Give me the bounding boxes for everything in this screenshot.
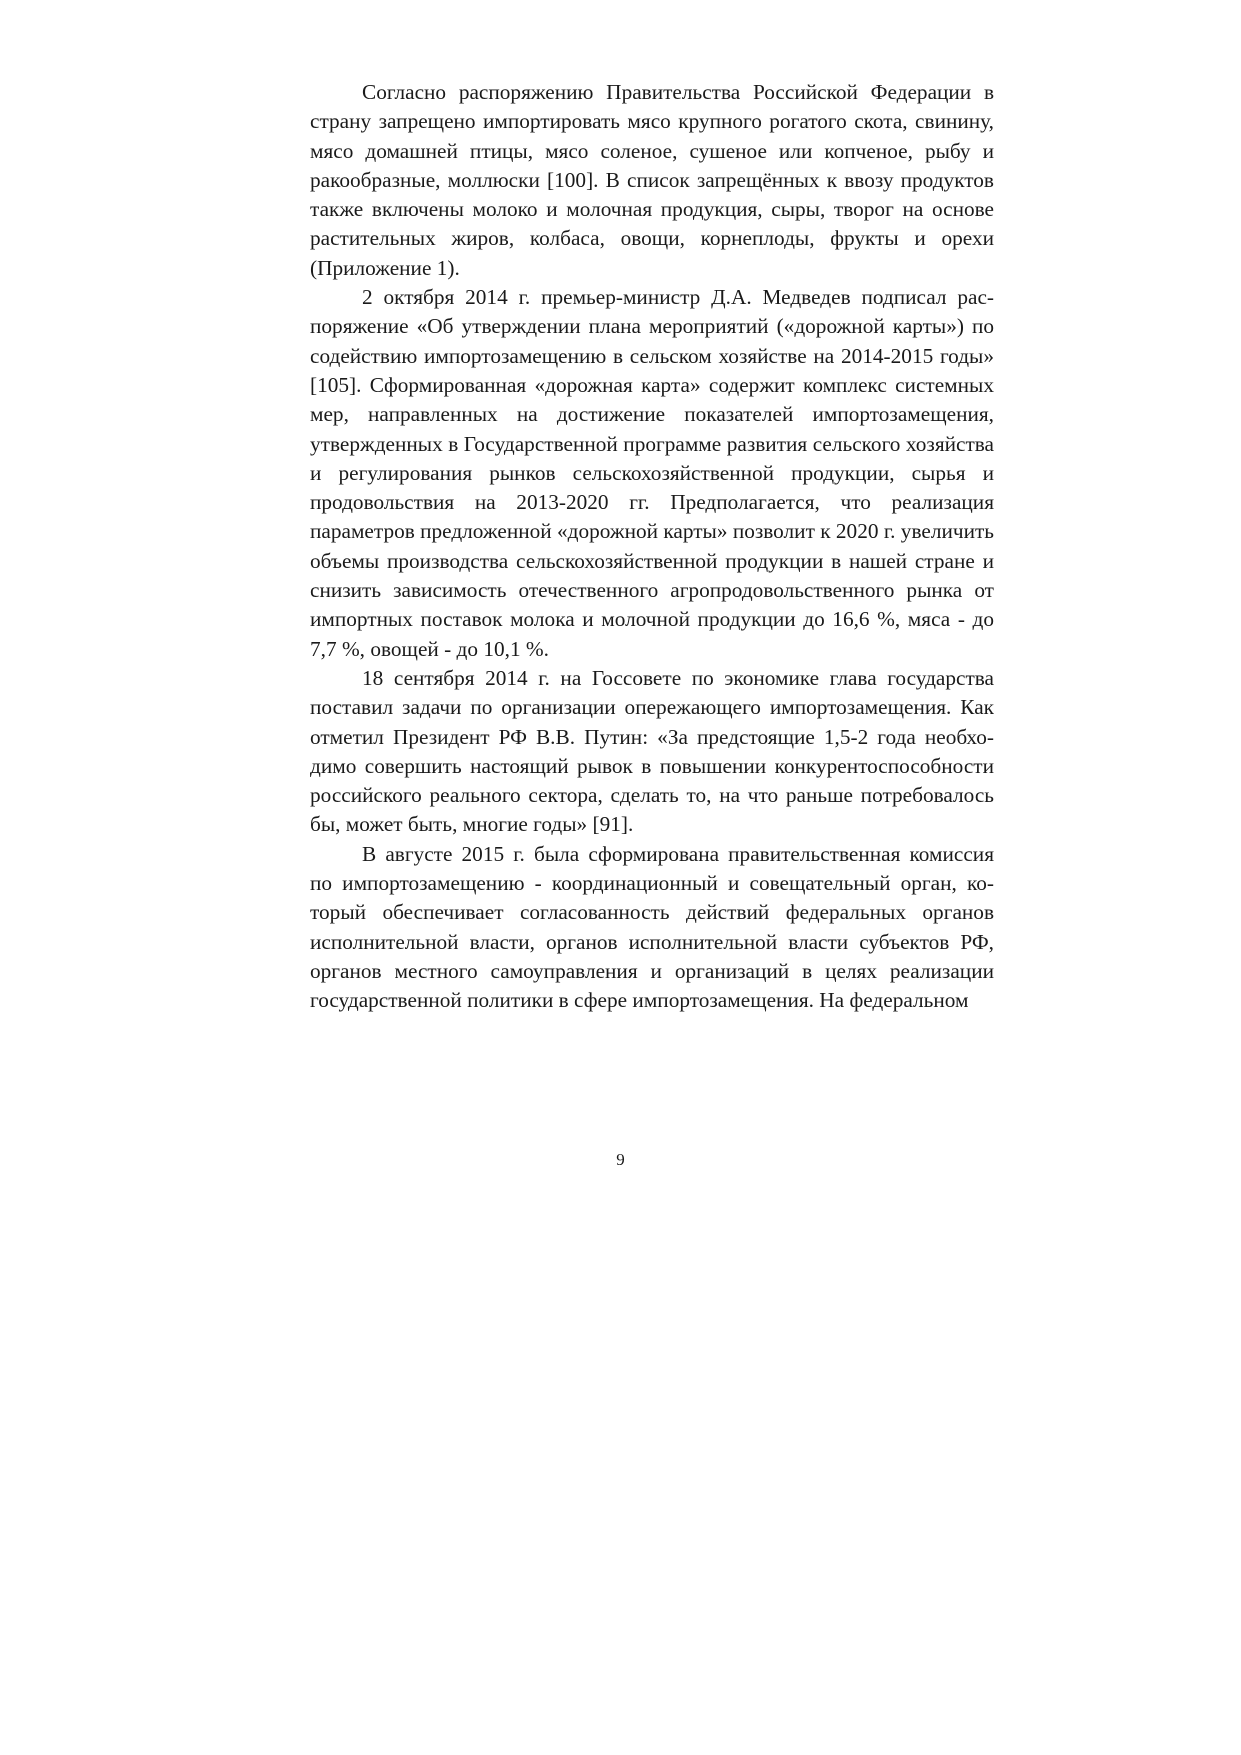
paragraph-government-commission: В августе 2015 г. была сформирована правительственная комиссия по импортозамещению - координационный и совещательный орган, который обеспечивает согласованность действий федеральных органов исполнительной власти, органов исполнительной власти субъектов РФ, органов местного самоуправления и организаций в целях реализации государственной политики в сфере импортозамещения. На федеральном xyxy=(310,841,994,1013)
body-text xyxy=(310,78,994,1016)
paragraph-state-council: 18 сентября 2014 г. на Госсовете по экономике глава государства поставил задачи по организации опережающего импортозамещения. Как отметил Президент РФ В.В. Путин: «За предстоящие 1,5-2 года необходимо совершить настоящий рывок в повышении конкурентоспособности российского реального сектора, сделать то, на что раньше потребовалось бы, может быть, многие годы» [91]. xyxy=(310,665,994,837)
paragraph-import-ban: Согласно распоряжению Правительства Российской Федерации в страну запрещено импортировать мясо крупного рогатого скота, свинину, мясо домашней птицы, мясо соленое, сушеное или копченое, рыбу и ракообразные, моллюски [100]. В список запрещённых к ввозу продуктов также включены молоко и молочная продукция, сыры, творог на основе растительных жиров, колбаса, овощи, корнеплоды, фрукты и орехи (Приложение 1). xyxy=(310,80,994,280)
page-number: 9 xyxy=(616,1150,625,1169)
paragraph-road-map: 2 октября 2014 г. премьер-министр Д.А. Медведев подписал распоряжение «Об утверждении плана мероприятий («дорожной карты») по содействию импортозамещению в сельском хозяйстве на 2014-2015 годы» [105]. Сформированная «дорожная карта» содержит комплекс системных мер, направленных на достижение показателей импортозамещения, утвержденных в Государственной программе развития сельского хозяйства и регулирования рынков сельскохозяйственной продукции, сырья и продовольствия на 2013-2020 гг. Предполагается, что реализация параметров предложенной «дорожной карты» позволит к 2020 г. увеличить объемы производства сельскохозяйственной продукции в нашей стране и снизить зависимость отечественного агропродовольственного рынка от импортных поставок молока и молочной продукции до 16,6 %, мяса - до 7,7 %, овощей - до 10,1 %. xyxy=(310,285,994,661)
